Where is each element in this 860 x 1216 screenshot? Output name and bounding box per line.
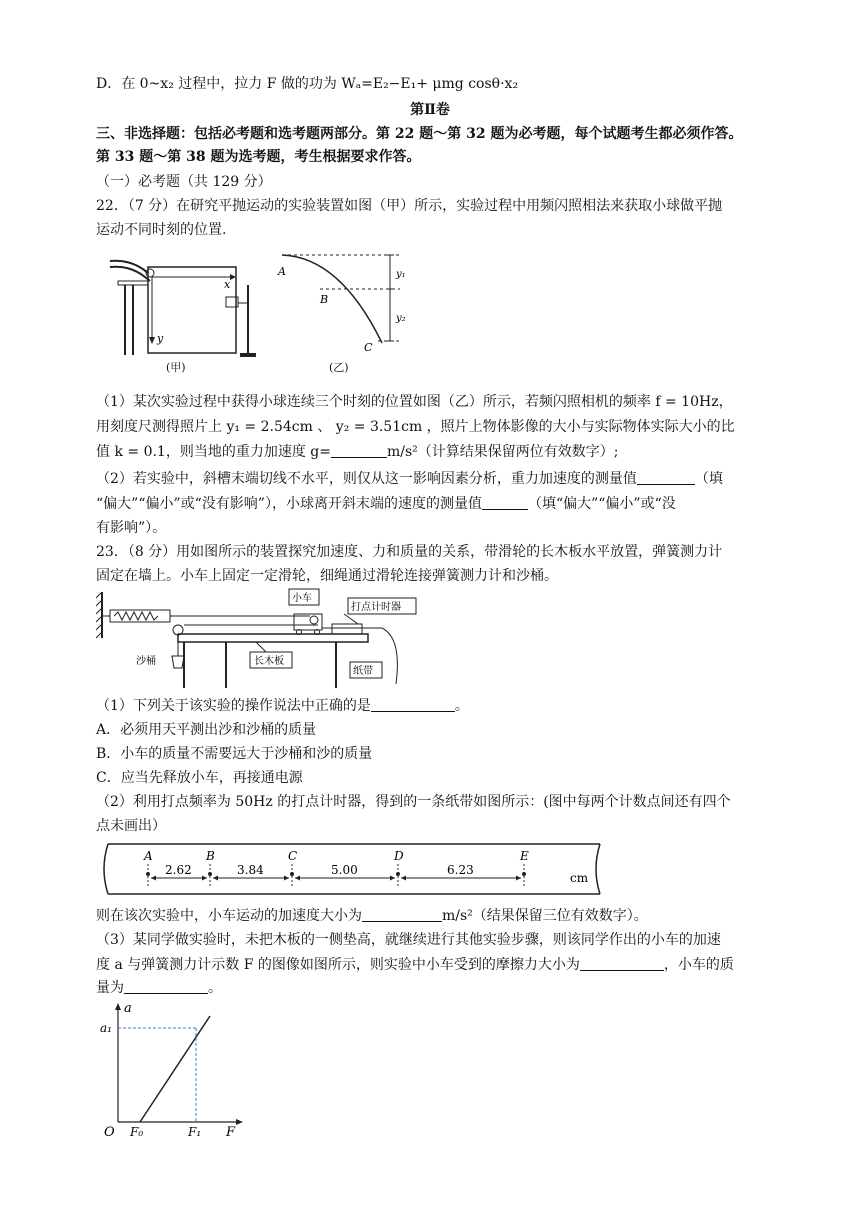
q22-p2-line2: “偏大”“偏小”或“没有影响”），小球离开斜末端的速度的测量值 （填“偏大”“偏小”或“没 <box>96 496 676 512</box>
tape-point-label: C <box>288 849 298 863</box>
fig-yi-caption-text: (乙) <box>329 361 349 374</box>
answer-blank[interactable] <box>482 495 528 510</box>
q22-stem-2: 运动不同时刻的位置. <box>96 222 227 238</box>
point-a-label: A <box>278 265 286 278</box>
q23-stem-1: 23．（8 分）用如图所示的装置探究加速度、力和质量的关系，带滑轮的长木板水平放置，弹簧测力计 <box>96 544 723 560</box>
label-bucket: 沙桶 <box>136 656 156 667</box>
tape-unit-label: cm <box>570 871 589 885</box>
answer-blank[interactable] <box>637 470 695 485</box>
tape-point-D <box>396 872 400 876</box>
point-b-label: B <box>320 293 329 306</box>
tape-arrow <box>151 876 156 881</box>
q23-p3-line1: （3）某同学做实验时，未把木板的一侧垫高，就继续进行其他实验步骤，则该同学作出的小车的加速 <box>96 932 721 948</box>
tape-point-label: D <box>394 849 404 863</box>
a-f-graph <box>96 998 256 1138</box>
tape-segment-label: 2.62 <box>165 863 192 877</box>
graph-a-label: a <box>124 1001 132 1016</box>
q23-option-a: A．必须用天平测出沙和沙桶的质量 <box>96 722 317 738</box>
q22-stem-1: 22．（7 分）在研究平抛运动的实验装置如图（甲）所示，实验过程中用频闪照相法来获取小球做平抛 <box>96 198 723 214</box>
graph-f0-label: F₀ <box>130 1125 144 1138</box>
fig-jia-caption-text: (甲) <box>166 361 186 374</box>
q23-p3-line3: 量为 。 <box>96 980 222 996</box>
label-tape: 纸带 <box>353 666 373 677</box>
label-car: 小车 <box>292 593 312 604</box>
q23-p2-line1: （2）利用打点频率为 50Hz 的打点计时器，得到的一条纸带如图所示：(图中每两个计数点间还有四个 <box>96 794 731 810</box>
tape-point-label: A <box>144 849 153 863</box>
label-board: 长木板 <box>254 656 284 667</box>
q23-option-b: B．小车的质量不需要远大于沙桶和沙的质量 <box>96 746 373 762</box>
tape-arrow <box>202 876 207 881</box>
q23-p1-stem: （1）下列关于该实验的操作说法中正确的是 。 <box>96 698 469 714</box>
q22-p1-line3: 值 k = 0.1，则当地的重力加速度 g= m/s²（计算结果保留两位有效数字）; <box>96 444 619 460</box>
q22-p2-line3: 有影响”）。 <box>96 520 167 536</box>
apparatus-figure <box>96 588 426 692</box>
tape-point-label: B <box>206 849 215 863</box>
tape-arrow <box>295 876 300 881</box>
graph-f1-label: F₁ <box>188 1125 202 1138</box>
fig-jia-y-label: y <box>157 332 164 345</box>
tape-point-B <box>208 872 212 876</box>
q22-p2-line1: （2）若实验中，斜槽末端切线不水平，则仅从这一影响因素分析，重力加速度的测量值 （填 <box>96 471 723 487</box>
label-timer: 打点计时器 <box>351 602 401 613</box>
tape-arrow <box>284 876 289 881</box>
answer-blank[interactable] <box>331 443 387 458</box>
part3-instructions-1: 三、非选择题：包括必考题和选考题两部分。第 22 题～第 32 题为必考题，每个试题考生都必须作答。 <box>96 126 743 142</box>
q22-p1-line2: 用刻度尺测得照片上 y₁ = 2.54cm 、 y₂ = 3.51cm ，照片上物体影像的大小与实际物体实际大小的比 <box>96 419 735 435</box>
q23-p2-line2: 点未画出） <box>96 818 166 834</box>
tape-point-label: E <box>520 849 529 863</box>
tape-point-C <box>290 872 294 876</box>
tape-point-A <box>146 872 150 876</box>
tape-segment-label: 6.23 <box>447 863 474 877</box>
answer-blank[interactable] <box>362 907 442 922</box>
q23-p2-answer: 则在该次实验中，小车运动的加速度大小为 m/s²（结果保留三位有效数字）。 <box>96 908 648 924</box>
tape-arrow <box>390 876 395 881</box>
q23-p3-line2: 度 a 与弹簧测力计示数 F 的图像如图所示，则实验中小车受到的摩擦力大小为 ，小车的质 <box>96 957 734 973</box>
answer-blank[interactable] <box>124 979 208 994</box>
tape-segment-label: 3.84 <box>237 863 264 877</box>
section-title: 第Ⅱ卷 <box>410 102 450 118</box>
tape-segment-label: 5.00 <box>331 863 358 877</box>
part3-instructions-2: 第 33 题～第 38 题为选考题，考生根据要求作答。 <box>96 149 421 165</box>
fig-jia-x-label: x <box>224 278 231 291</box>
q22-p1-line1: （1）某次实验过程中获得小球连续三个时刻的位置如图（乙）所示，若频闪照相机的频率 f = 10Hz， <box>96 394 733 410</box>
tape-arrow <box>516 876 521 881</box>
y1-label: y₁ <box>396 269 406 280</box>
point-c-label: C <box>364 341 373 354</box>
y2-label: y₂ <box>396 313 406 324</box>
graph-f-label: F <box>226 1125 236 1138</box>
option-d: D．在 0~x₂ 过程中，拉力 F 做的功为 Wₐ=E₂−E₁+ μmg cosθ·x₂ <box>96 76 519 92</box>
answer-blank[interactable] <box>371 697 455 712</box>
answer-blank[interactable] <box>580 956 664 971</box>
q23-stem-2: 固定在墙上。小车上固定一定滑轮，细绳通过滑轮连接弹簧测力计和沙桶。 <box>96 568 558 584</box>
tape-arrow <box>401 876 406 881</box>
graph-origin-label: O <box>104 1125 115 1138</box>
tape-point-E <box>522 872 526 876</box>
required-header: （一）必考题（共 129 分） <box>96 174 272 190</box>
tape-arrow <box>213 876 218 881</box>
q23-option-c: C．应当先释放小车，再接通电源 <box>96 770 303 786</box>
paper-tape-figure <box>100 838 612 900</box>
graph-a1-label: a₁ <box>100 1021 112 1035</box>
